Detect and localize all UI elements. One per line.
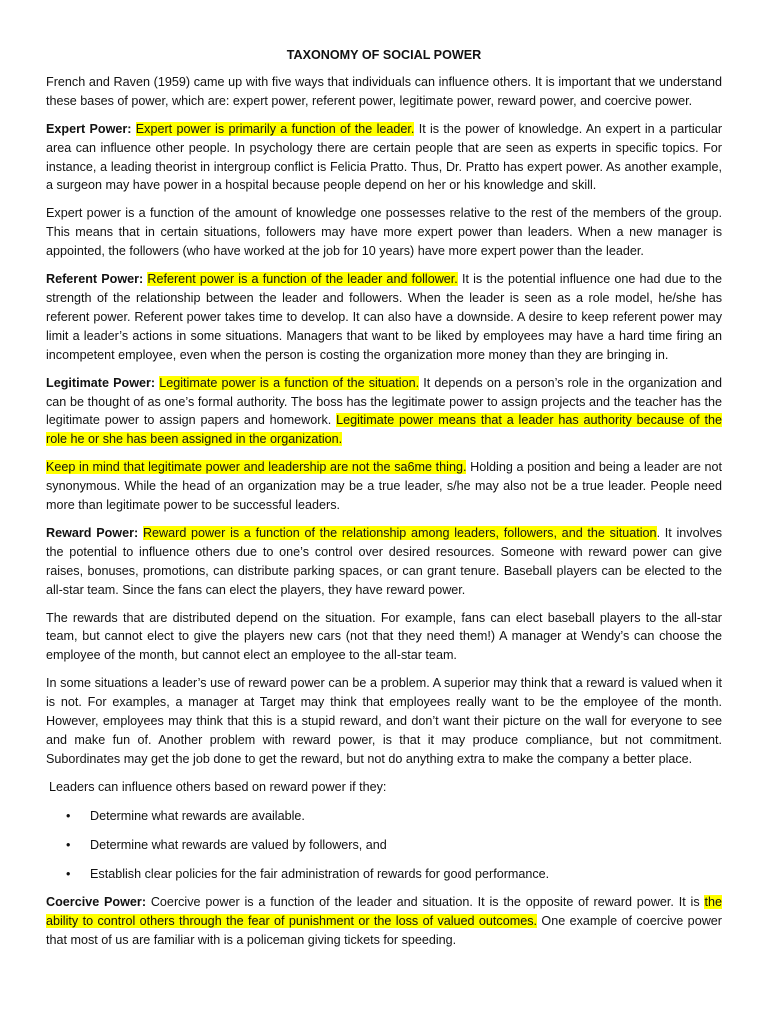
list-item-text: Determine what rewards are valued by followers, and	[90, 837, 387, 852]
referent-power-text: It is the potential influence one had due to the strength of the relationship between the leader and followers. When the leader is seen as a role model, he/she has referent power. Referent power takes time to develop. It can also have a downside. A desire to keep referent power may limit a leader’s actions in some situations. Managers that want to be liked by employees may have a hard time firing an incompetent employee, even when the person is costing the organization more money than they are bringing in.	[46, 272, 723, 362]
referent-power-paragraph	[46, 270, 722, 365]
expert-power-highlight: Expert power is primarily a function of the leader.	[135, 121, 415, 136]
bullet-icon: •	[66, 866, 71, 881]
coercive-power-text-2: One example of coercive power that most of us are familiar with is a policeman giving tickets for speeding.	[46, 914, 722, 948]
list-item-text: Determine what rewards are available.	[90, 808, 305, 823]
reward-power-text-2: The rewards that are distributed depend on the situation. For example, fans can elect baseball players to the all-star team, but cannot elect to give the players new cars (not that they need them!) A manager at Wendy’s can choose the employee of the month, but cannot elect an employee to the all-star team.	[46, 610, 722, 663]
expert-power-paragraph-2	[46, 204, 722, 261]
legitimate-power-highlight-2: Legitimate power means that a leader has authority because of the role he or she has been assigned in the organization.	[46, 413, 722, 447]
reward-power-paragraph-2	[46, 609, 722, 666]
expert-power-paragraph	[46, 120, 722, 196]
referent-power-highlight: Referent power is a function of the leader and follower.	[147, 272, 458, 287]
referent-power-label: Referent Power:	[46, 272, 144, 287]
reward-power-lead	[46, 778, 722, 797]
intro-paragraph	[46, 73, 722, 111]
intro-text: French and Raven (1959) came up with five ways that individuals can influence others. It is important that we understand these bases of power, which are: expert power, referent power, legitimate power, reward power, and coercive power.	[46, 74, 722, 108]
reward-power-text-3: In some situations a leader’s use of reward power can be a problem. A superior may think that a reward is valued when it is not. For examples, a manager at Target may think that employees really want to be the employee of the month. However, employees may think that this is a stupid reward, and don’t want their picture on the wall for everyone to see and make fun of. Another problem with reward power, is that it may produce compliance, but not commitment. Subordinates may get the job done to get the reward, but not do anything extra to make the company a better place.	[46, 676, 722, 766]
reward-power-paragraph-3	[46, 674, 722, 769]
bullet-icon: •	[66, 837, 71, 852]
coercive-power-label: Coercive Power:	[46, 895, 147, 910]
expert-power-text-2: Expert power is a function of the amount of knowledge one possesses relative to the rest of the members of the group. This means that in certain situations, followers may have more expert power than leaders. When a new manager is appointed, the followers (who have worked at the job for 10 years) have more expert power than the leader.	[46, 206, 722, 259]
list-item	[46, 865, 722, 884]
legitimate-power-highlight: Legitimate power is a function of the situation.	[159, 375, 420, 390]
reward-power-text: . It involves the potential to influence others due to one’s control over desired resources. Someone with reward power can give raises, bonuses, promotions, can distribute parking spaces, or can grant tenure. Baseball players can be elected to the all-star team. Since the fans can elect the players, they have reward power.	[46, 525, 722, 597]
list-item	[46, 836, 722, 855]
list-item	[46, 807, 722, 826]
coercive-power-text: Coercive power is a function of the leader and situation. It is the opposite of reward power. It is	[146, 895, 705, 910]
reward-power-highlight: Reward power is a function of the relationship among leaders, followers, and the situation	[142, 525, 657, 540]
legitimate-power-paragraph	[46, 374, 722, 450]
legitimate-power-highlight-3: Keep in mind that legitimate power and leadership are not the sa6me thing.	[46, 460, 467, 475]
reward-bullet-list	[46, 807, 722, 884]
reward-power-label: Reward Power:	[46, 525, 139, 540]
expert-power-text: It is the power of knowledge. An expert in a particular area can influence other people. In psychology there are certain people that are seen as experts in specific topics. For instance, a leading theorist in intergroup conflict is Felicia Pratto. Thus, Dr. Pratto has expert power. As another example, a surgeon may have power in a hospital because people depend on her or his knowledge and skill.	[46, 121, 723, 193]
legitimate-power-paragraph-2	[46, 458, 722, 515]
legitimate-power-label: Legitimate Power:	[46, 375, 156, 390]
legitimate-power-text: It depends on a person’s role in the organization and can be thought of as one’s formal authority. The boss has the legitimate power to assign projects and the teacher has the legitimate power to assign papers and homework.	[46, 375, 722, 428]
reward-power-lead-text: Leaders can influence others based on reward power if they:	[49, 779, 387, 794]
bullet-icon: •	[66, 808, 71, 823]
document-title: TAXONOMY OF SOCIAL POWER	[286, 48, 482, 62]
coercive-power-paragraph	[46, 893, 722, 950]
legitimate-power-text-2: Holding a position and being a leader are not synonymous. While the head of an organization may be a true leader, s/he may also not be a true leader. People need more than legitimate power to be successful leaders.	[46, 460, 722, 513]
reward-power-paragraph	[46, 524, 722, 600]
coercive-power-highlight: the ability to control others through the fear of punishment or the loss of valued outcomes.	[46, 895, 722, 929]
list-item-text: Establish clear policies for the fair administration of rewards for good performance.	[90, 866, 550, 881]
expert-power-label: Expert Power:	[46, 121, 132, 136]
